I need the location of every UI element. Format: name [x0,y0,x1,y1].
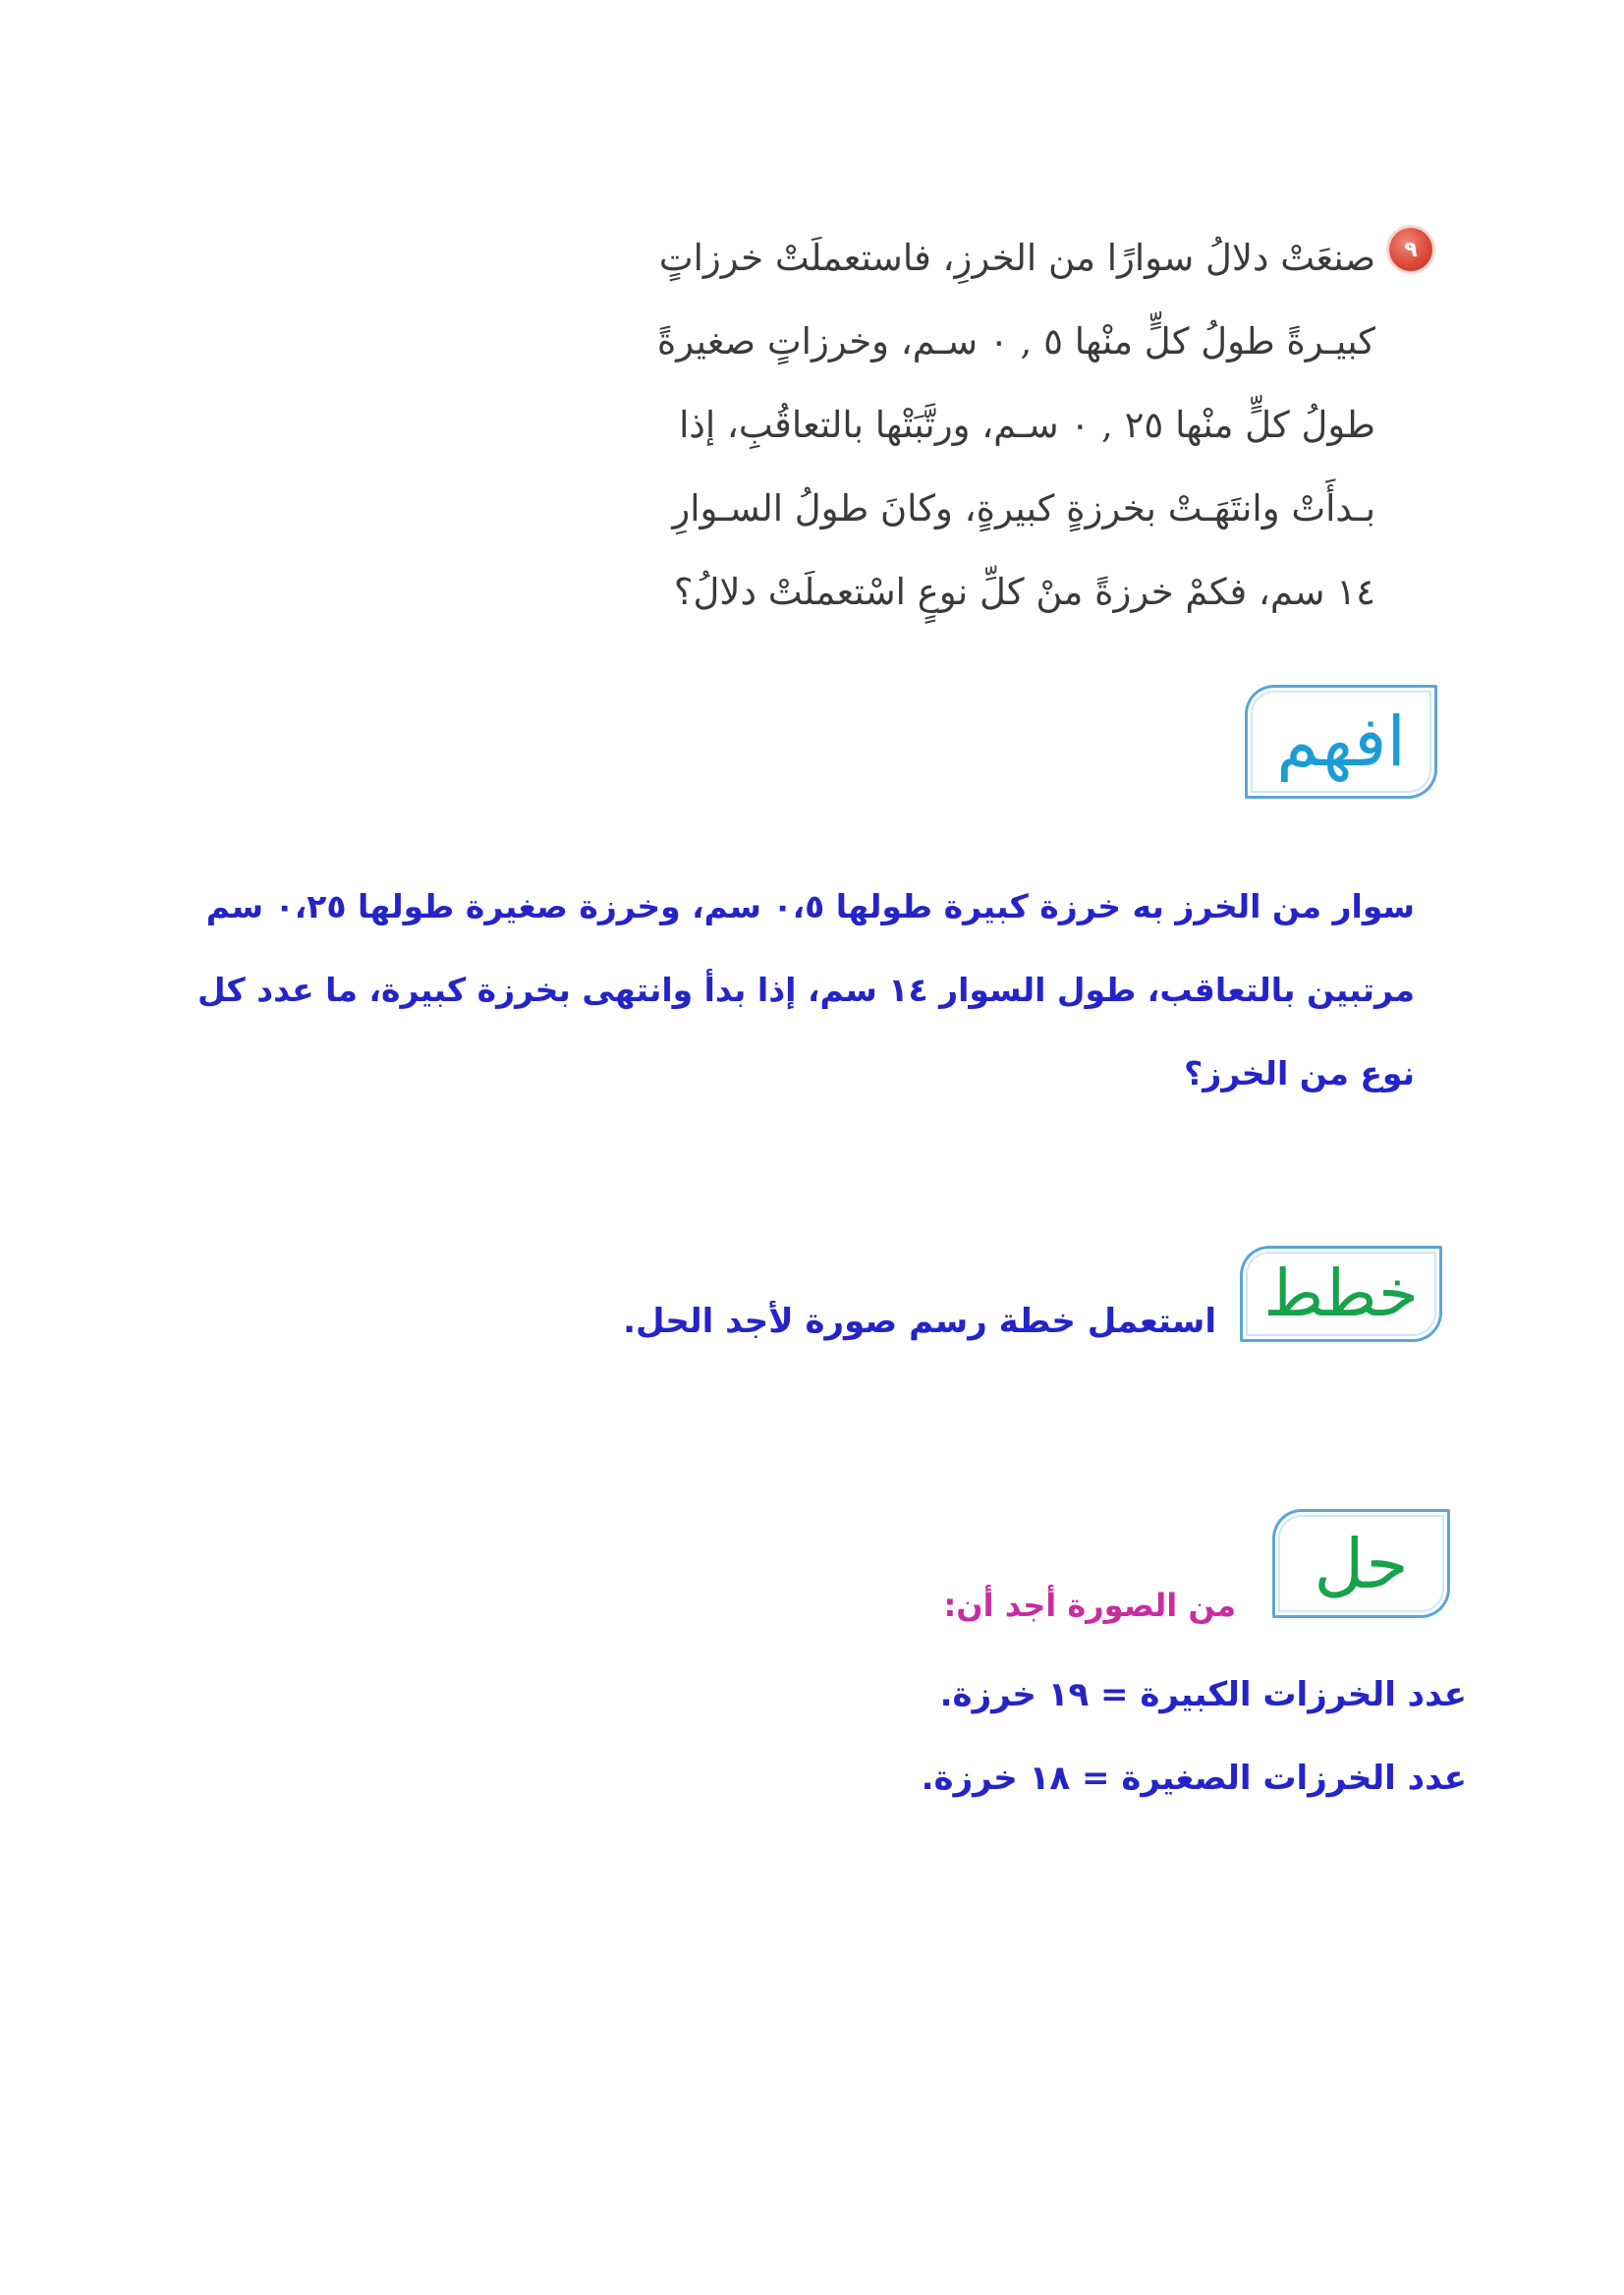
problem-number: ٩ [1404,237,1418,262]
solve-heading-box [1272,1509,1450,1618]
understand-paragraph [128,865,1415,1115]
solve-intro: من الصورة أجد أن: [943,1587,1236,1624]
understand-heading-box [1245,685,1437,799]
solve-heading: حل [1314,1523,1409,1604]
understand-line: نوع من الخرز؟ [1184,1054,1415,1092]
plan-text: استعمل خطة رسم صورة لأجد الحل. [623,1302,1216,1341]
problem-line: بـدأَتْ وانتَهَـتْ بخرزةٍ كبيرةٍ، وكانَ طولُ السـوارِ [672,487,1375,530]
result-large-beads: عدد الخرزات الكبيرة = ١٩ خرزة. [939,1675,1467,1714]
understand-line: سوار من الخرز به خرزة كبيرة طولها ٠،٥ سم، وخرزة صغيرة طولها ٠،٢٥ سم [205,887,1415,925]
problem-statement [589,216,1375,634]
problem-line: صنعَتْ دلالُ سوارًا من الخرزِ، فاستعملَتْ خرزاتٍ [658,237,1375,279]
result-small-beads: عدد الخرزات الصغيرة = ١٨ خرزة. [921,1759,1467,1798]
problem-line: طولُ كلٍّ منْها ٢٥ , ٠ سـم، ورتَّبَتْها بالتعاقُبِ، إذا [679,404,1375,446]
plan-heading: خطط [1263,1256,1419,1331]
understand-line: مرتبين بالتعاقب، طول السوار ١٤ سم، إذا بدأ وانتهى بخرزة كبيرة، ما عدد كل [197,971,1415,1009]
plan-heading-box [1240,1246,1442,1342]
problem-line: ١٤ سم، فكمْ خرزةً منْ كلِّ نوعٍ اسْتعملَتْ دلالُ؟ [673,571,1375,613]
problem-line: كبيـرةً طولُ كلٍّ منْها ٥ , ٠ سـم، وخرزاتٍ صغيرةً [656,320,1375,363]
understand-heading: افهم [1276,701,1406,782]
problem-number-badge [1389,228,1432,271]
